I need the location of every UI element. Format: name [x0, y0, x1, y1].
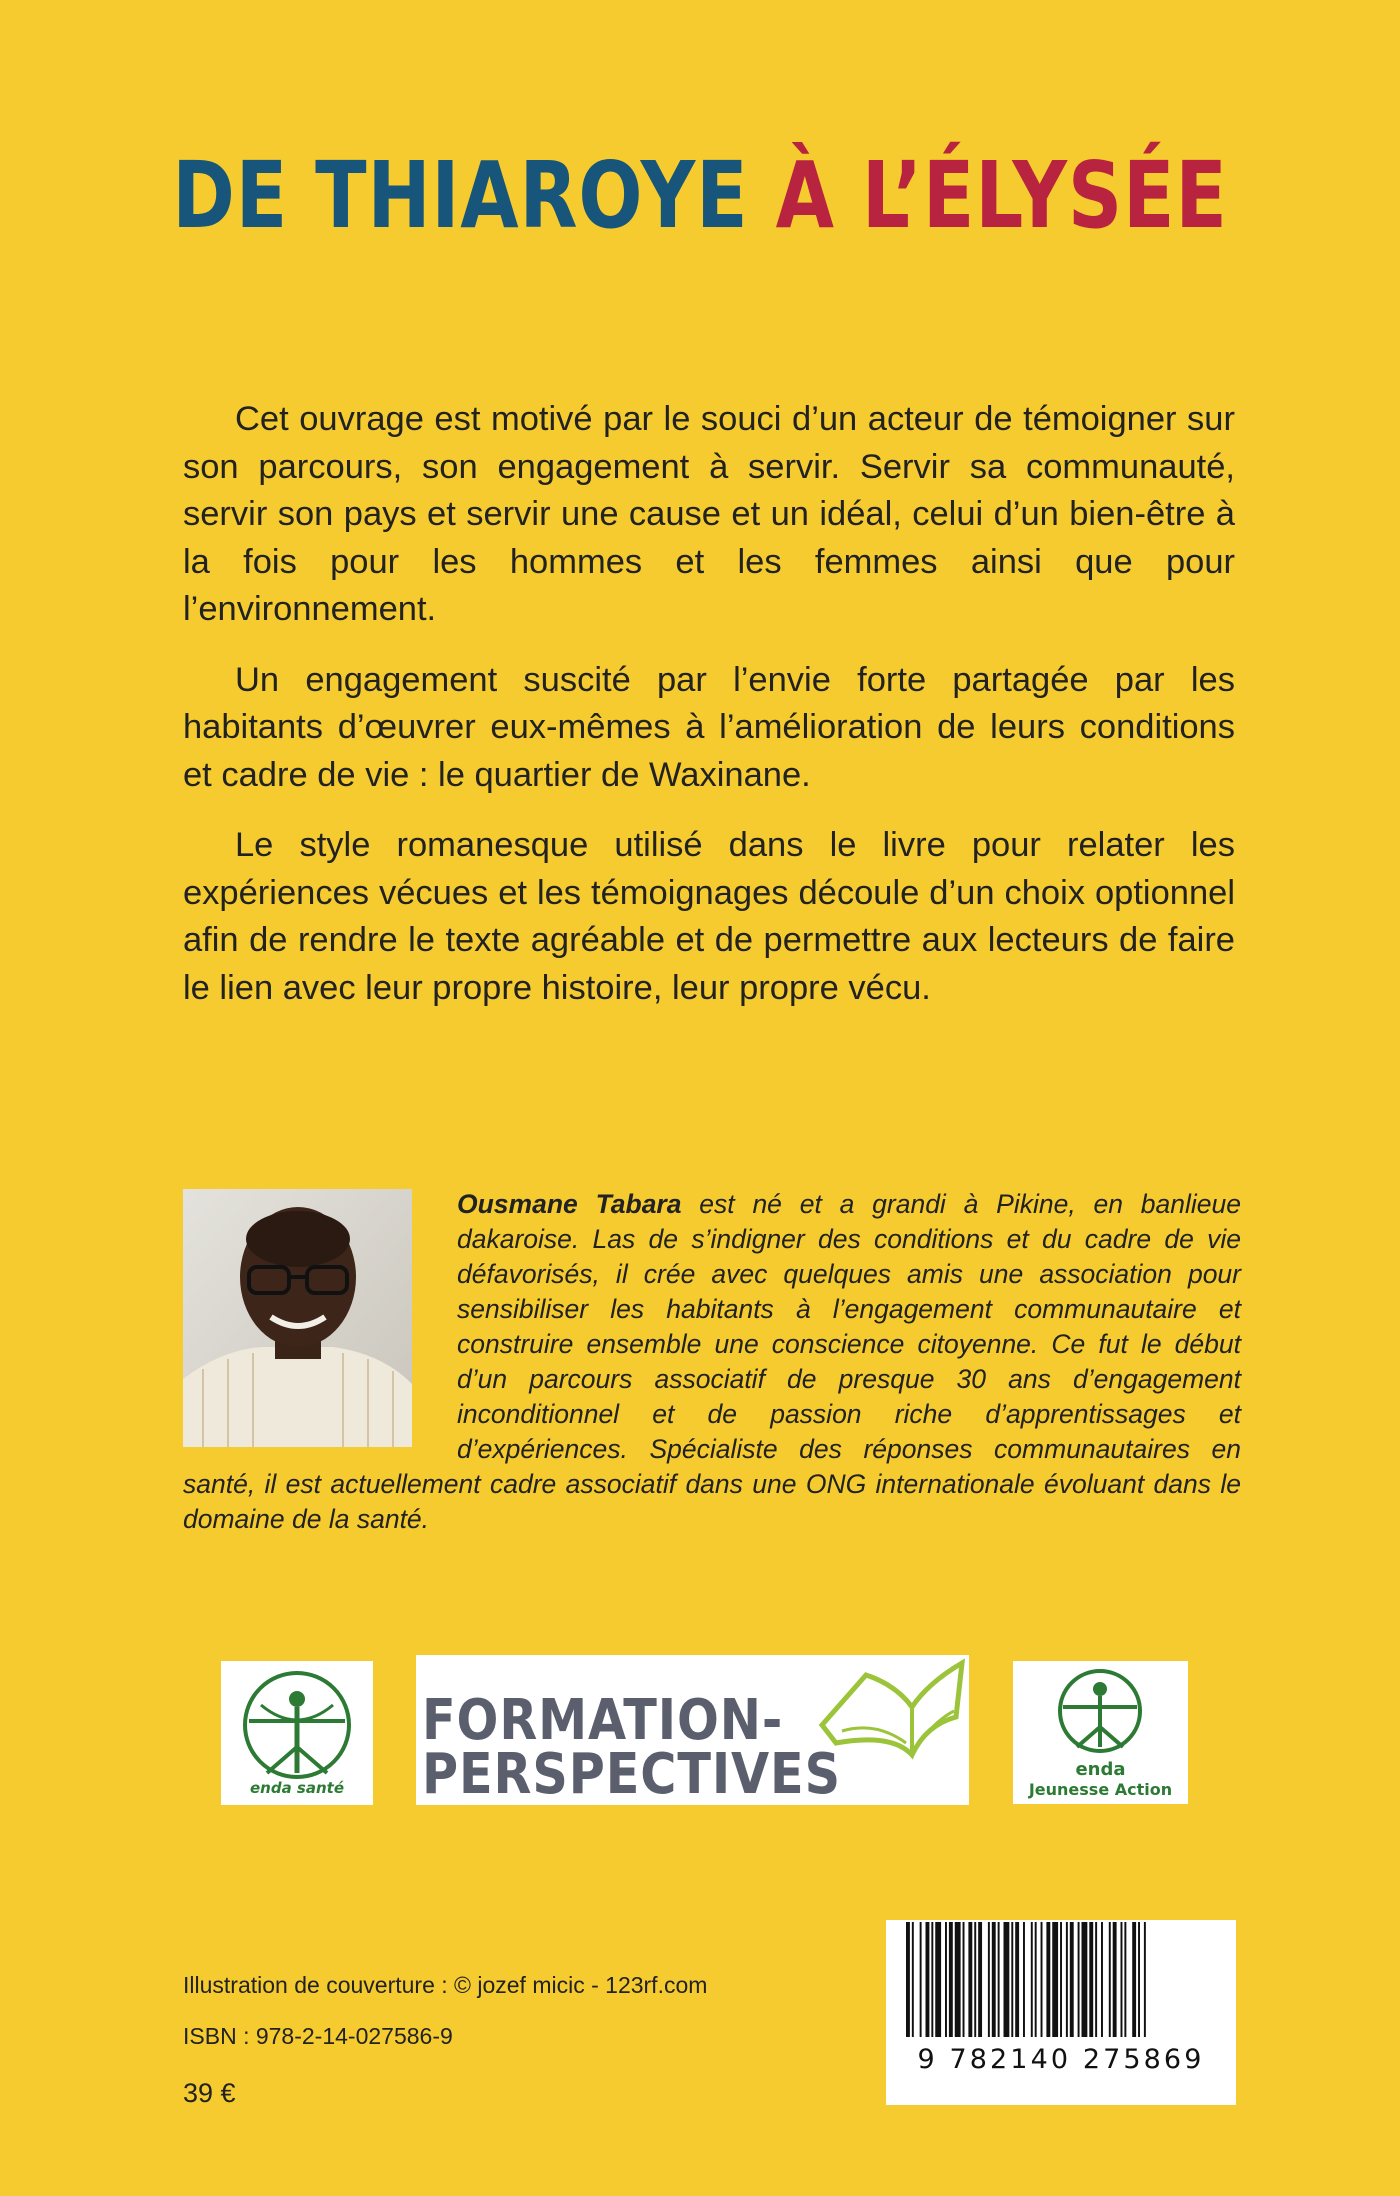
blurb-paragraph: Cet ouvrage est motivé par le souci d’un acteur de témoigner sur son parcours, son engagement à servir. Servir sa communauté, servir son pays et servir une cause et un idéal, celui d’un bien-être à la fois pour les hommes et les femmes ainsi que pour l’environnement.: [183, 400, 1235, 628]
barcode-bar: [988, 1922, 990, 2037]
barcode-bar: [906, 1922, 910, 2037]
jeunesse-action-label: Jeunesse Action: [1028, 1780, 1173, 1799]
barcode-bar: [1052, 1922, 1058, 2037]
price: 39 €: [183, 2078, 236, 2108]
barcode-bar: [955, 1922, 961, 2037]
back-cover-blurb: [183, 396, 1235, 1035]
formation-perspectives-logo: [416, 1655, 969, 1805]
barcode-bar: [1138, 1922, 1140, 2037]
barcode-bar: [1015, 1922, 1019, 2037]
enda-sante-emblem-icon: [221, 1665, 373, 1785]
barcode-bar: [1078, 1922, 1080, 2037]
barcode-bar: [1004, 1922, 1010, 2037]
author-bio: [183, 1187, 1241, 1537]
barcode-bar: [1095, 1922, 1097, 2037]
formation-label: FORMATION-: [422, 1688, 784, 1753]
barcode-bar: [1121, 1922, 1123, 2037]
illustration-credit: Illustration de couverture : © jozef micic - 123rf.com: [183, 1972, 708, 1998]
barcode-bar: [1113, 1922, 1117, 2037]
author-bio-text: est né et a grandi à Pikine, en banlieue dakaroise. Las de s’indigner des conditions et du cadre de vie défavorisés, il crée avec quelques amis une association pour sensibiliser les habitants à l’engagement communautaire et construire ensemble une conscience citoyenne. Ce fut le début d’un parcours associatif de presque 30 ans d’engagement inconditionnel et de passion riche d’apprentissages et d’expériences. Spécialiste des réponses communautaires en santé, il est actuellement cadre associatif dans une ONG internationale évoluant dans le domaine de la santé.: [183, 1189, 1241, 1534]
title-part-1: DE THIAROYE: [172, 142, 749, 249]
book-title: [126, 142, 1274, 249]
barcode-bar: [912, 1922, 914, 2037]
barcode-bar: [963, 1922, 965, 2037]
barcode-bar: [945, 1922, 947, 2037]
barcode-bar: [931, 1922, 933, 2037]
barcode-digits: 9 782140 275869: [917, 2044, 1205, 2075]
barcode-bar: [1066, 1922, 1068, 2037]
author-portrait-image: [183, 1189, 412, 1447]
barcode-bar: [1124, 1922, 1126, 2037]
open-book-icon: [816, 1655, 966, 1765]
enda-sante-logo: [221, 1661, 373, 1805]
enda-label: enda: [1075, 1759, 1126, 1780]
barcode: [886, 1920, 1236, 2105]
perspectives-label: PERSPECTIVES: [422, 1742, 841, 1807]
barcode-bar: [949, 1922, 953, 2037]
barcode-bar: [998, 1922, 1000, 2037]
enda-jeunesse-action-logo: [1013, 1661, 1188, 1804]
enda-sante-label: enda santé: [249, 1779, 344, 1797]
barcode-bar: [1011, 1922, 1013, 2037]
barcode-bar: [1082, 1922, 1088, 2037]
isbn: ISBN : 978-2-14-027586-9: [183, 2023, 453, 2049]
author-photo: [183, 1189, 412, 1447]
barcode-bar: [1144, 1922, 1146, 2037]
barcode-bar: [978, 1922, 982, 2037]
blurb-paragraph: Le style romanesque utilisé dans le livre pour relater les expériences vécues et les témoignages découle d’un choix optionnel afin de rendre le texte agréable et de permettre aux lecteurs de faire le lien avec leur propre histoire, leur propre vécu.: [183, 826, 1235, 1007]
barcode-bar: [920, 1922, 922, 2037]
blurb-paragraph: Un engagement suscité par l’envie forte partagée par les habitants d’œuvrer eux-mêmes à l’amélioration de leurs conditions et cadre de vie : le quartier de Waxinane.: [183, 660, 1235, 794]
barcode-bars: [886, 1922, 1236, 2042]
barcode-bar: [1031, 1922, 1033, 2037]
barcode-bar: [1101, 1922, 1103, 2037]
barcode-bar: [1035, 1922, 1037, 2037]
barcode-bar: [1089, 1922, 1093, 2037]
barcode-bar: [1046, 1922, 1050, 2037]
barcode-bar: [992, 1922, 996, 2037]
barcode-bar: [1041, 1922, 1043, 2037]
barcode-bar: [926, 1922, 930, 2037]
title-part-2: À L’ÉLYSÉE: [775, 142, 1228, 249]
barcode-bar: [1060, 1922, 1062, 2037]
barcode-bar: [1132, 1922, 1136, 2037]
barcode-bar: [974, 1922, 976, 2037]
barcode-bar: [935, 1922, 941, 2037]
barcode-bar: [1023, 1922, 1025, 2037]
barcode-bar: [1109, 1922, 1111, 2037]
enda-ja-emblem-icon: [1013, 1665, 1188, 1760]
barcode-bar: [968, 1922, 972, 2037]
barcode-bar: [1070, 1922, 1074, 2037]
author-name: Ousmane Tabara: [457, 1189, 682, 1219]
